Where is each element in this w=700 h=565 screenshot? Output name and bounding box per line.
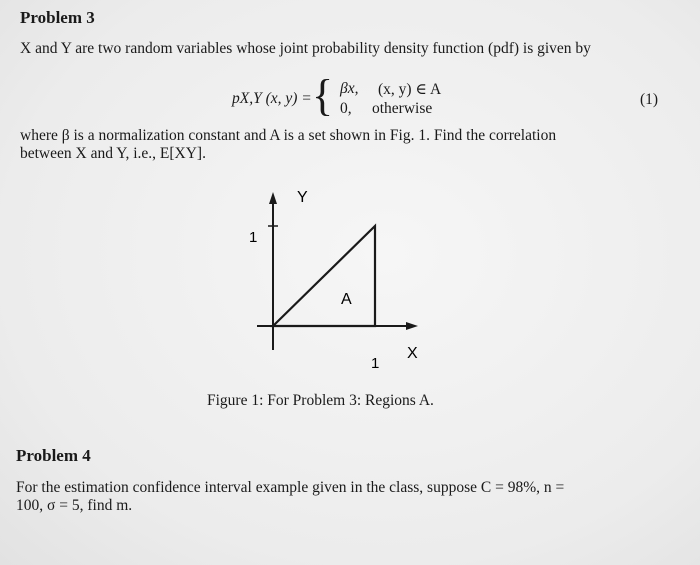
- case2-value: 0,: [340, 100, 352, 117]
- figure-caption: Figure 1: For Problem 3: Regions A.: [207, 392, 434, 409]
- x-tick-label: 1: [371, 355, 380, 372]
- problem4-line2: 100, σ = 5, find m.: [16, 497, 133, 514]
- pdf-lhs: pX,Y (x, y) =: [232, 90, 312, 107]
- problem4-line1: For the estimation confidence interval example given in the class, suppose C = 98%, n =: [16, 479, 565, 496]
- equation-number: (1): [640, 91, 659, 108]
- region-a-triangle: [273, 226, 375, 326]
- x-axis-arrow: [406, 322, 418, 330]
- region-label: A: [341, 291, 352, 308]
- case1-condition: (x, y) ∈ A: [378, 81, 442, 98]
- case1-value: βx,: [340, 80, 359, 97]
- problem3-heading: Problem 3: [20, 8, 95, 27]
- problem3-where-line2: between X and Y, i.e., E[XY].: [20, 145, 206, 162]
- y-tick-label: 1: [249, 229, 258, 246]
- case-brace: {: [312, 71, 334, 120]
- problem3-where-line1: where β is a normalization constant and A is a set shown in Fig. 1. Find the correlation: [20, 127, 557, 144]
- x-axis-label: X: [407, 345, 418, 362]
- figure-region-a: [235, 180, 435, 380]
- case2-condition: otherwise: [372, 100, 433, 117]
- y-axis-label: Y: [297, 189, 308, 206]
- problem4-heading: Problem 4: [16, 446, 91, 465]
- problem3-intro: X and Y are two random variables whose joint probability density function (pdf) is given by: [20, 40, 591, 57]
- y-axis-arrow: [269, 192, 277, 204]
